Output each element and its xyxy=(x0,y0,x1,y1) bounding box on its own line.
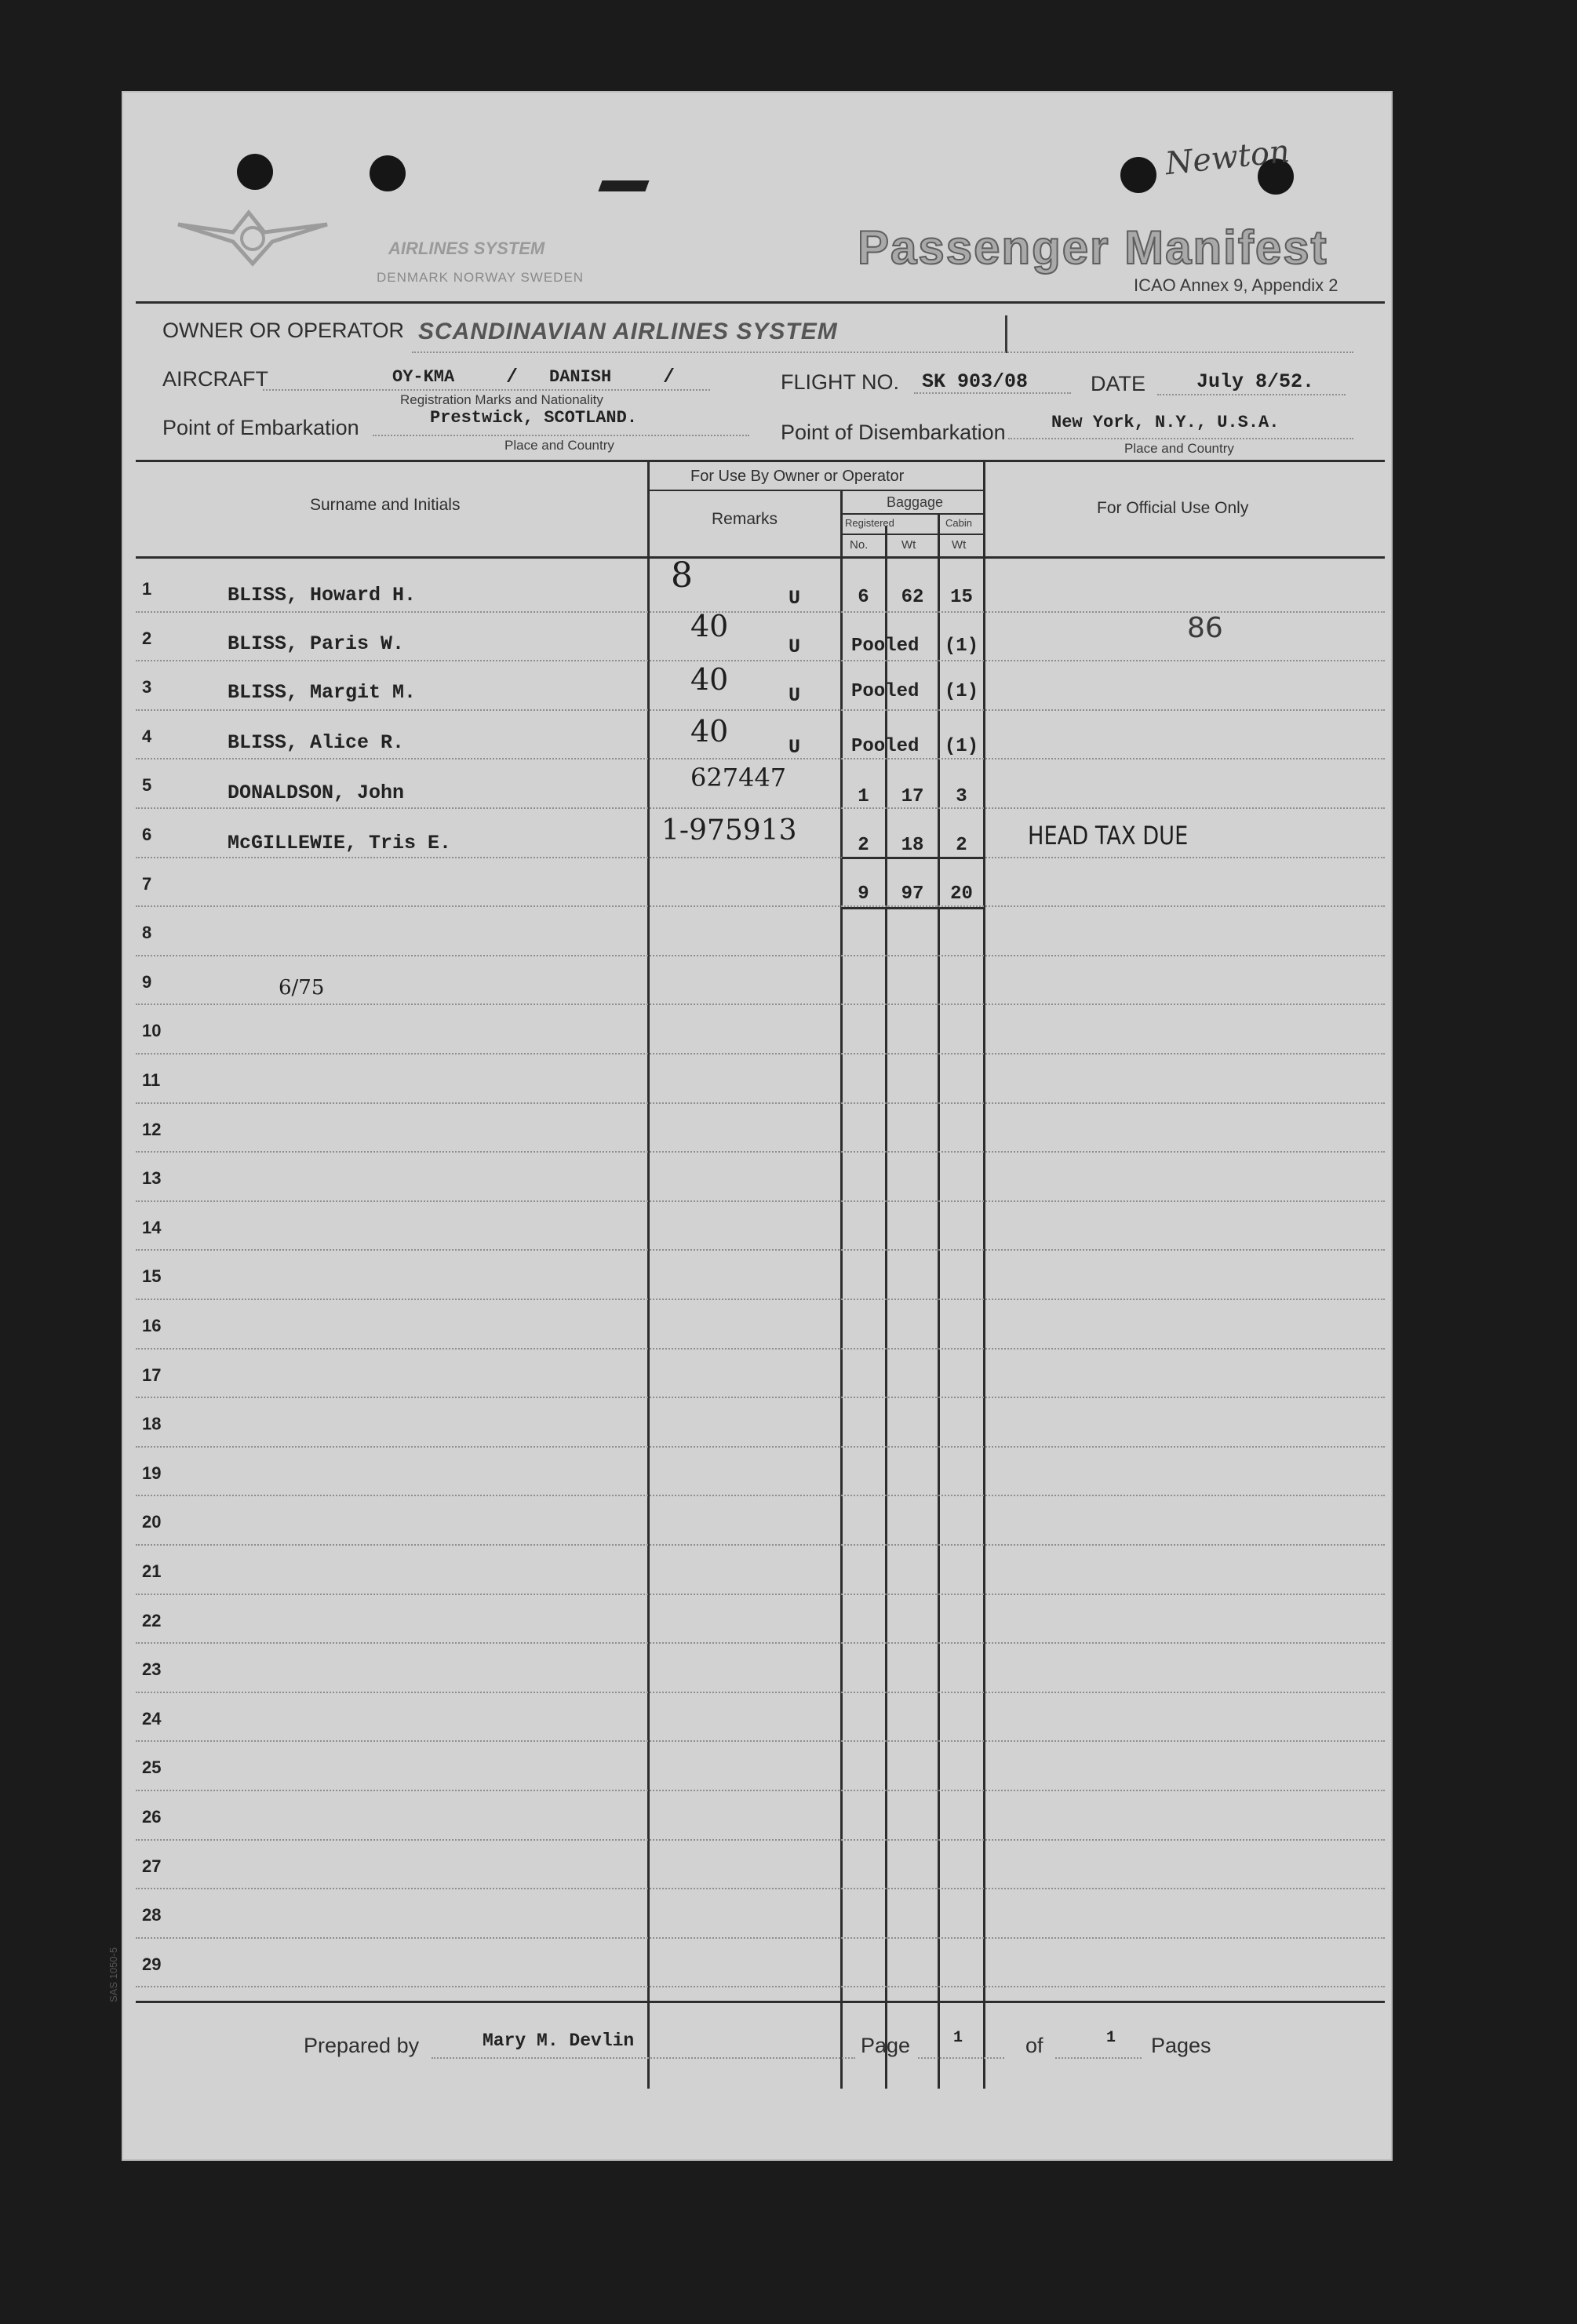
total-count: 9 xyxy=(858,883,869,905)
row-line xyxy=(136,1004,1385,1005)
prepared-by-value: Mary M. Devlin xyxy=(483,2031,635,2051)
row-number: 12 xyxy=(142,1119,162,1139)
owner-divider xyxy=(1005,315,1007,353)
row-number: 14 xyxy=(142,1217,162,1237)
table-top-rule xyxy=(136,460,1385,462)
row-line xyxy=(136,1348,1385,1350)
row-number: 27 xyxy=(142,1856,162,1876)
official-column-left xyxy=(983,461,985,2089)
row-line xyxy=(136,1642,1385,1644)
row-number: 16 xyxy=(142,1316,162,1335)
total-weight: 97 xyxy=(901,883,924,905)
row-number: 20 xyxy=(142,1512,162,1532)
date-label: DATE xyxy=(1091,372,1146,395)
owner-value: SCANDINAVIAN AIRLINES SYSTEM xyxy=(418,319,838,344)
row-number: 5 xyxy=(142,775,152,796)
remarks-column-left xyxy=(647,461,650,2089)
airline-wings-logo xyxy=(170,193,335,287)
row-number: 8 xyxy=(142,923,152,943)
manifest-sheet xyxy=(107,91,1393,2161)
cabin-weight: 3 xyxy=(956,786,967,807)
passenger-remark: 627447 xyxy=(690,763,787,792)
cabin-weight: 15 xyxy=(950,587,973,608)
row-number: 23 xyxy=(142,1659,162,1680)
name-column-header: Surname and Initials xyxy=(310,496,461,514)
row-number: 11 xyxy=(142,1070,161,1090)
row-number: 3 xyxy=(142,677,152,698)
passenger-name: BLISS, Alice R. xyxy=(228,731,405,754)
official-note: 86 xyxy=(1187,612,1223,644)
total-cabin: 20 xyxy=(950,883,973,905)
pooled-baggage: Pooled xyxy=(851,636,920,657)
prepared-underline xyxy=(432,2057,855,2059)
row-number: 18 xyxy=(142,1414,162,1434)
row-line xyxy=(136,1692,1385,1693)
totals-bottom-rule xyxy=(842,907,985,909)
airline-countries: DENMARK NORWAY SWEDEN xyxy=(377,270,585,285)
row-line xyxy=(136,1937,1385,1939)
row-line xyxy=(136,1102,1385,1104)
row-line xyxy=(136,905,1385,907)
row-number: 2 xyxy=(142,628,152,648)
row-9-note: 6/75 xyxy=(279,976,325,1000)
row-line xyxy=(136,709,1385,711)
passenger-name: McGILLEWIE, Tris E. xyxy=(228,832,452,854)
disembark-underline xyxy=(1008,438,1353,439)
page-label: Page xyxy=(861,2034,911,2057)
of-value: 1 xyxy=(1106,2029,1116,2047)
baggage-count: 1 xyxy=(858,786,869,807)
row-number: 19 xyxy=(142,1463,162,1483)
row-line xyxy=(136,1446,1385,1448)
passenger-remark: 40 xyxy=(690,609,729,643)
remarks-column-header: Remarks xyxy=(712,510,778,528)
aircraft-registration: OY-KMA xyxy=(392,367,455,387)
cabin-wt-header: Wt xyxy=(952,538,967,552)
row-number: 21 xyxy=(142,1561,162,1581)
baggage-weight: 17 xyxy=(901,786,924,807)
pooled-baggage: Pooled xyxy=(851,681,920,702)
row-line xyxy=(136,758,1385,759)
baggage-count: 6 xyxy=(858,587,869,608)
passenger-remark: 40 xyxy=(690,714,729,749)
slash: / xyxy=(506,366,519,388)
baggage-weight: 18 xyxy=(901,835,924,856)
slash: / xyxy=(663,366,676,388)
remark-code: U xyxy=(788,684,801,707)
remark-code: U xyxy=(788,636,801,658)
handwritten-annotation: Newton xyxy=(1164,133,1291,183)
row-number: 22 xyxy=(142,1610,162,1630)
airline-name-faint: AIRLINES SYSTEM xyxy=(388,239,545,258)
flight-date: July 8/52. xyxy=(1196,370,1315,393)
embarkation-label: Point of Embarkation xyxy=(162,416,359,439)
row-line xyxy=(136,1544,1385,1546)
cabin-weight: (1) xyxy=(944,681,979,702)
aircraft-underline xyxy=(263,389,710,391)
row-line xyxy=(136,1740,1385,1742)
head-tax-stamp: HEAD TAX DUE xyxy=(1028,821,1189,851)
cabin-weight: 2 xyxy=(956,835,967,856)
page-underline xyxy=(918,2057,1004,2059)
ink-mark xyxy=(598,180,649,191)
embark-place-caption: Place and Country xyxy=(504,438,614,453)
registration-caption: Registration Marks and Nationality xyxy=(400,392,603,407)
aircraft-nationality: DANISH xyxy=(549,367,612,387)
row-line xyxy=(136,1397,1385,1398)
passenger-name: BLISS, Howard H. xyxy=(228,584,417,606)
row-line xyxy=(136,1495,1385,1496)
punch-hole xyxy=(237,154,273,190)
row-line xyxy=(136,660,1385,661)
flight-label: FLIGHT NO. xyxy=(781,370,900,394)
embarkation-value: Prestwick, SCOTLAND. xyxy=(430,408,638,428)
baggage-column-left xyxy=(840,491,843,2089)
punch-hole xyxy=(1120,157,1156,193)
row-line xyxy=(136,1594,1385,1595)
owner-group-header: For Use By Owner or Operator xyxy=(690,468,905,485)
row-line xyxy=(136,1839,1385,1841)
row-line xyxy=(136,1888,1385,1889)
pages-label: Pages xyxy=(1151,2034,1211,2057)
cabin-weight: (1) xyxy=(944,736,979,757)
row-line xyxy=(136,807,1385,809)
prepared-by-label: Prepared by xyxy=(304,2034,420,2057)
row-number: 25 xyxy=(142,1758,162,1778)
owner-label: OWNER OR OPERATOR xyxy=(162,319,405,342)
baggage-count: 2 xyxy=(858,835,869,856)
baggage-header: Baggage xyxy=(887,494,944,510)
remark-code: U xyxy=(788,587,801,610)
passenger-remark: 8 xyxy=(671,556,693,596)
row-line xyxy=(136,1299,1385,1300)
aircraft-label: AIRCRAFT xyxy=(162,367,268,391)
passenger-name: BLISS, Margit M. xyxy=(228,681,417,704)
no-header: No. xyxy=(850,538,869,552)
row-number: 17 xyxy=(142,1364,162,1385)
table-header-rule xyxy=(136,556,1385,559)
punch-hole xyxy=(370,155,406,191)
of-label: of xyxy=(1025,2034,1043,2057)
wt-column-left xyxy=(885,526,887,2089)
row-number: 28 xyxy=(142,1905,162,1925)
disembarkation-value: New York, N.Y., U.S.A. xyxy=(1051,413,1280,432)
row-line xyxy=(136,1790,1385,1791)
owner-underline xyxy=(412,352,1353,353)
row-line xyxy=(136,857,1385,858)
disembark-place-caption: Place and Country xyxy=(1124,441,1234,456)
footer-rule xyxy=(136,2001,1385,2003)
row-number: 4 xyxy=(142,726,152,746)
flight-underline xyxy=(914,392,1071,394)
passenger-name: DONALDSON, John xyxy=(228,781,405,804)
of-underline xyxy=(1055,2057,1142,2059)
row-number: 7 xyxy=(142,873,152,894)
row-number: 29 xyxy=(142,1954,162,1974)
passenger-name: BLISS, Paris W. xyxy=(228,632,405,655)
page-value: 1 xyxy=(953,2029,963,2047)
owner-group-rule xyxy=(647,490,985,491)
registered-header: Registered xyxy=(845,517,894,529)
cabin-weight: (1) xyxy=(944,636,979,657)
row-number: 15 xyxy=(142,1266,162,1287)
row-number: 9 xyxy=(142,971,152,992)
form-code: SAS 1050-5 xyxy=(107,1947,119,2002)
row-number: 26 xyxy=(142,1807,162,1827)
remark-code: U xyxy=(788,736,801,759)
row-number: 10 xyxy=(142,1021,162,1041)
row-number: 6 xyxy=(142,825,152,844)
header-rule xyxy=(136,301,1385,304)
embark-underline xyxy=(373,435,749,436)
cabin-header: Cabin xyxy=(945,517,972,529)
passenger-remark: 40 xyxy=(690,662,729,697)
pooled-baggage: Pooled xyxy=(851,736,920,757)
row-number: 24 xyxy=(142,1708,162,1728)
row-line xyxy=(136,1249,1385,1251)
row-number: 1 xyxy=(142,579,152,599)
row-number: 13 xyxy=(142,1168,162,1189)
disembarkation-label: Point of Disembarkation xyxy=(781,421,1006,444)
flight-number: SK 903/08 xyxy=(922,370,1029,393)
row-line xyxy=(136,1151,1385,1153)
row-line xyxy=(136,1200,1385,1202)
wt-header: Wt xyxy=(901,538,916,552)
row-line xyxy=(136,1986,1385,1987)
baggage-rule xyxy=(840,513,985,515)
totals-rule xyxy=(842,857,985,859)
document-title: Passenger Manifest xyxy=(858,221,1328,274)
date-underline xyxy=(1157,394,1346,395)
passenger-remark: 1-975913 xyxy=(661,814,797,847)
row-line xyxy=(136,955,1385,956)
registered-rule xyxy=(840,534,985,535)
baggage-weight: 62 xyxy=(901,587,924,608)
document-subtitle: ICAO Annex 9, Appendix 2 xyxy=(1134,275,1338,295)
row-line xyxy=(136,1053,1385,1055)
official-column-header: For Official Use Only xyxy=(1097,499,1249,517)
